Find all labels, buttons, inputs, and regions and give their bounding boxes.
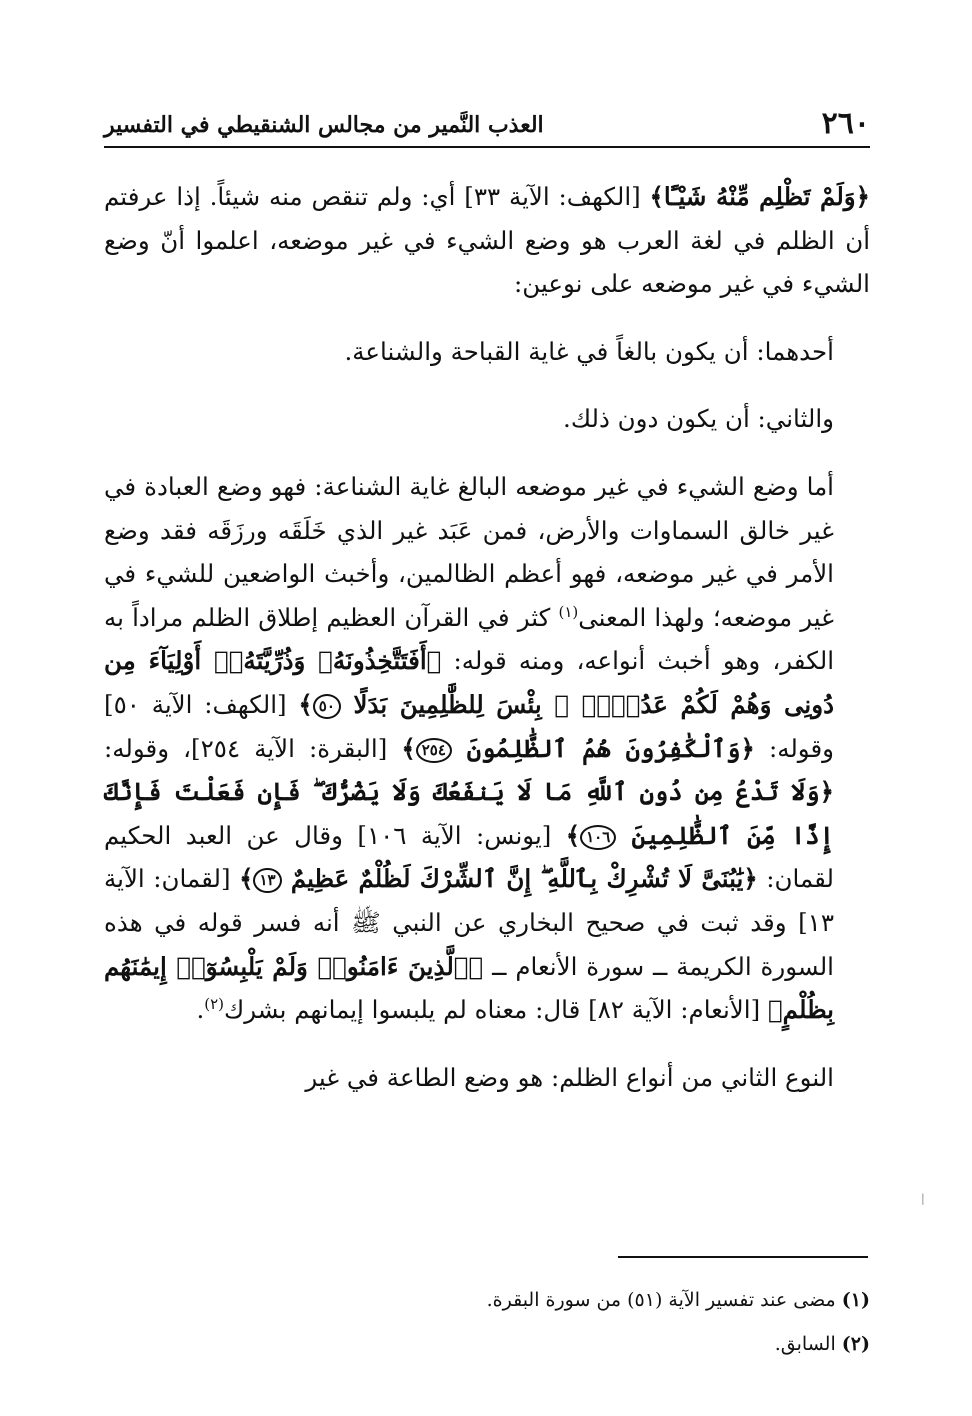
footnote-1: (١) مضى عند تفسير الآية (٥١) من سورة البقرة. — [486, 1289, 870, 1311]
quran-quote: ﴿أَفَتَتَّخِذُونَهُۥ وَذُرِّيَّتَهُۥٓ أَوْلِيَآءَ مِن دُونِى وَهُمْ لَكُمْ عَدُوٌّۢ ۚ بِئْسَ لِلظَّٰلِمِينَ بَدَلًا ٥٠﴾ — [104, 646, 834, 719]
ayah-number-marker: ٥٠ — [313, 694, 341, 719]
quran-quote: ﴿وَلَمْ تَظْلِم مِّنْهُ شَيْـًٔا﴾ — [649, 182, 870, 211]
footnote-ref-1[interactable]: (١) — [558, 602, 579, 621]
paragraph-4: أما وضع الشيء في غير موضعه البالغ غاية الشناعة: فهو وضع العبادة في غير خالق السماوات والأرض، فمن عَبَد غير الذي خَلَقَه ورزَقَه فقد وضع الأمر في غير موضعه، فهو أعظم الظالمين، وأخبث الواضعين للشيء في غير موضعه؛ ولهذا المعنى$^{(١)}$ كثر في القرآن العظيم إطلاق الظلم مراداً به الكفر، وهو أخبث أنواعه، ومنه قوله: ﴿أَفَتَتَّخِذُونَهُۥ وَذُرِّيَّتَهُۥٓ أَوْلِيَآءَ مِن دُونِى وَهُمْ لَكُمْ عَدُوٌّۢ ۚ بِئْسَ لِلظَّٰلِمِينَ بَدَلًا ٥٠﴾ [الكهف: الآية ٥٠] وقوله: ﴿وَٱلْكَٰفِرُونَ هُمُ ٱلظَّٰلِمُونَ ٢٥٤﴾ [البقرة: الآية ٢٥٤]، وقوله: ﴿وَلَا تَدْعُ مِن دُونِ ٱللَّهِ مَا لَا يَنفَعُكَ وَلَا يَضُرُّكَ ۖ فَإِن فَعَلْتَ فَإِنَّكَ إِذًا مِّنَ ٱلظَّٰلِمِينَ ١٠٦﴾ [يونس: الآية ١٠٦] وقال عن العبد الحكيم لقمان: ﴿يَٰبُنَىَّ لَا تُشْرِكْ بِٱللَّهِ ۖ إِنَّ ٱلشِّرْكَ لَظُلْمٌ عَظِيمٌ ١٣﴾ [لقمان: الآية ١٣] وقد ثبت في صحيح البخاري عن النبي ﷺ أنه فسر قوله في هذه السورة الكريمة ــ سورة الأنعام ــ ﴿ٱلَّذِينَ ءَامَنُوا۟ وَلَمْ يَلْبِسُوٓا۟ إِيمَٰنَهُم بِظُلْمٍ﴾ [الأنعام: الآية ٨٢] قال: معناه لم يلبسوا إيمانهم بشرك$^{(٢)}$. — [104, 471, 835, 1025]
paragraph-1: ﴿وَلَمْ تَظْلِم مِّنْهُ شَيْـًٔا﴾ [الكهف: الآية ٣٣] أي: ولم تنقص منه شيئاً. إذا عرفتم أن الظلم في لغة العرب هو وضع الشيء في غير موضعه، اعلموا أنّ وضع الشيء في غير موضعه على نوعين: — [104, 182, 870, 299]
quran-quote: ﴿وَلَا تَدْعُ مِن دُونِ ٱللَّهِ مَا لَا يَنفَعُكَ وَلَا يَضُرُّكَ ۖ فَإِن فَعَلْتَ فَإِنَّكَ إِذًا مِّنَ ٱلظَّٰلِمِينَ ١٠٦﴾ — [104, 777, 835, 850]
ayah-number-marker: ٢٥٤ — [416, 738, 452, 763]
margin-mark: | — [921, 1192, 925, 1205]
footnotes — [104, 1278, 870, 1366]
ayah-number-marker: ١٣ — [253, 868, 281, 893]
paragraph-5: النوع الثاني من أنواع الظلم: هو وضع الطاعة في غير — [305, 1062, 834, 1092]
quran-quote: ﴿ٱلَّذِينَ ءَامَنُوا۟ وَلَمْ يَلْبِسُوٓا۟ إِيمَٰنَهُم بِظُلْمٍ﴾ — [104, 951, 834, 1025]
paragraph-2: أحدهما: أن يكون بالغاً في غاية القباحة والشناعة. — [344, 336, 834, 366]
quran-quote: ﴿يَٰبُنَىَّ لَا تُشْرِكْ بِٱللَّهِ ۖ إِنَّ ٱلشِّرْكَ لَظُلْمٌ عَظِيمٌ ١٣﴾ — [239, 864, 758, 894]
page-number: ٢٦٠ — [821, 106, 870, 141]
quran-quote: ﴿وَٱلْكَٰفِرُونَ هُمُ ٱلظَّٰلِمُونَ ٢٥٤﴾ — [401, 733, 755, 763]
footnote-divider — [618, 1256, 868, 1258]
footnote-2: (٢) السابق. — [774, 1333, 870, 1355]
footnote-ref-2[interactable]: (٢) — [204, 994, 225, 1013]
main-text — [104, 175, 870, 1099]
page-header — [104, 106, 870, 148]
ayah-number-marker: ١٠٦ — [580, 825, 616, 850]
running-title: العذب النَّمير من مجالس الشنقيطي في التفسير — [104, 112, 544, 138]
paragraph-3: والثاني: أن يكون دون ذلك. — [563, 404, 834, 434]
